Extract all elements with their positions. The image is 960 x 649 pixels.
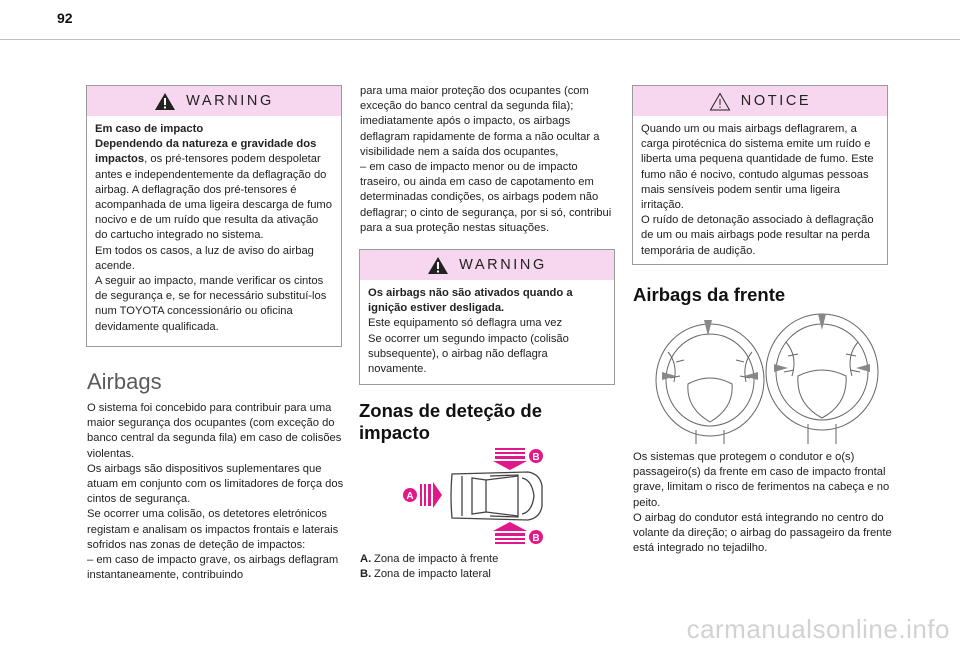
front-airbags-paragraph-1: Os sistemas que protegem o condutor e o(s) passageiro(s) da frente em caso de impacto frontal grave, limitam o risco de ferimentos na cabeça e no peito. (633, 451, 890, 509)
warning-text-middle-2: Se ocorrer um segundo impacto (colisão subsequente), o airbag não deflagra novamente. (368, 332, 569, 376)
zones-heading: Zonas de deteção de impacto (359, 400, 542, 443)
front-impact-arrow (420, 482, 442, 508)
marker-b-badge-bottom (529, 530, 543, 544)
airbags-paragraph-2: Os airbags são dispositivos suplementares que atuam em conjunto com os limitadores de força dos cintos de segurança. (87, 462, 344, 506)
warning-text-rest: , os pré-tensores podem despoletar antes e independentemente da deflagração do airbag. A deflagração dos pré-tensores é acompanhada de uma ligeira descarga de fumo nocivo e de um ruído que resulta da ativação do cartucho integrado no sistema. (95, 153, 332, 242)
notice-triangle-icon (709, 92, 731, 111)
notice-text-1: Quando um ou mais airbags deflagrarem, a carga pirotécnica do sistema emite um ruído e liberta uma pequena quantidade de fumo. Este fumo não é nocivo, contudo algumas pessoas mais sensíveis podem sentir uma ligeira irritação. (641, 123, 874, 212)
airbags-heading: Airbags (87, 369, 162, 394)
marker-b-label-top: B (532, 452, 540, 463)
marker-a-badge (403, 488, 417, 502)
legend-text-a: Zona de impacto à frente (374, 553, 499, 565)
marker-b-label-bottom: B (532, 533, 540, 544)
front-airbag-illustration (648, 312, 884, 444)
warning-body-middle (360, 280, 614, 377)
warning-triangle-icon (154, 92, 176, 111)
front-airbags-text (633, 450, 893, 556)
legend-key-a: A. (360, 553, 372, 565)
front-airbags-heading: Airbags da frente (633, 284, 786, 305)
legend-item-b (360, 567, 610, 582)
airbags-text (87, 401, 345, 583)
warning-bold-intro: Dependendo da natureza e gravidade dos impactos (95, 138, 317, 166)
warning-triangle-icon (427, 256, 449, 275)
warning-title: WARNING (186, 93, 274, 109)
airbags-paragraph-4: – em caso de impacto grave, os airbags deflagram instantaneamente, contribuindo (87, 554, 339, 582)
legend-text-b: Zona de impacto lateral (374, 568, 491, 581)
notice-title: NOTICE (740, 93, 812, 109)
marker-b-badge-top (529, 449, 543, 463)
middle-paragraph-1: para uma maior proteção dos ocupantes (com exceção do banco central da segunda fila); imediatamente após o impacto, os airbags deflagram rapidamente de forma a não ocultar a visibilidade nem a saída dos ocupantes, (360, 85, 600, 158)
airbags-paragraph-3: Se ocorrer uma colisão, os detetores eletrónicos registam e analisam os impactos frontais e laterais sofridos nas zonas de deteção de impactos: (87, 508, 339, 551)
middle-paragraph-2: – em caso de impacto menor ou de impacto traseiro, ou ainda em caso de capotamento em determinadas condições, os airbags podem não deflagrar; o cinto de segurança, por si só, contribui para a sua proteção nestas situações. (360, 161, 612, 234)
side-impact-arrow-bottom (493, 522, 527, 544)
middle-continued-text (360, 84, 618, 236)
warning-header-middle (360, 250, 614, 280)
impact-zones-diagram (400, 446, 548, 548)
marker-a-label: A (406, 491, 414, 502)
warning-body (87, 116, 341, 335)
header-rule (0, 39, 960, 40)
notice-box (632, 85, 888, 265)
impact-legend (360, 552, 610, 582)
warning-bold-middle: Os airbags não são ativados quando a ignição estiver desligada. (368, 287, 573, 315)
warning-bold-heading: Em caso de impacto (95, 123, 204, 135)
warning-paragraph-3: A seguir ao impacto, mande verificar os cintos de segurança e, se for necessário substituí-los num TOYOTA concessionário ou oficina devidamente qualificada. (95, 275, 327, 333)
notice-text-2: O ruído de detonação associado à deflagração de um ou mais airbags pode resultar na perda temporária de audição. (641, 214, 874, 257)
side-impact-arrow-top (493, 448, 527, 470)
warning-title-middle: WARNING (459, 257, 547, 273)
legend-item-a (360, 552, 610, 567)
car-top-view (451, 472, 542, 520)
airbags-paragraph-1: O sistema foi concebido para contribuir para uma maior segurança dos ocupantes (com exceção do banco central da segunda fila) em caso de colisões violentas. (87, 402, 342, 460)
watermark: carmanualsonline.info (686, 614, 950, 644)
legend-key-b: B. (360, 568, 372, 581)
front-airbags-paragraph-2: O airbag do condutor está integrando no centro do volante da direção; o airbag do passageiro da frente está integrado no tejadilho. (633, 511, 892, 555)
notice-body (633, 116, 887, 259)
warning-text-middle-1: Este equipamento só deflagra uma vez (368, 317, 563, 330)
warning-paragraph-2: Em todos os casos, a luz de aviso do airbag acende. (95, 244, 314, 272)
page-number: 92 (57, 10, 73, 26)
warning-header (87, 86, 341, 116)
notice-header (633, 86, 887, 116)
warning-box-left (86, 85, 342, 347)
warning-paragraph-1 (95, 137, 333, 243)
warning-box-middle (359, 249, 615, 385)
